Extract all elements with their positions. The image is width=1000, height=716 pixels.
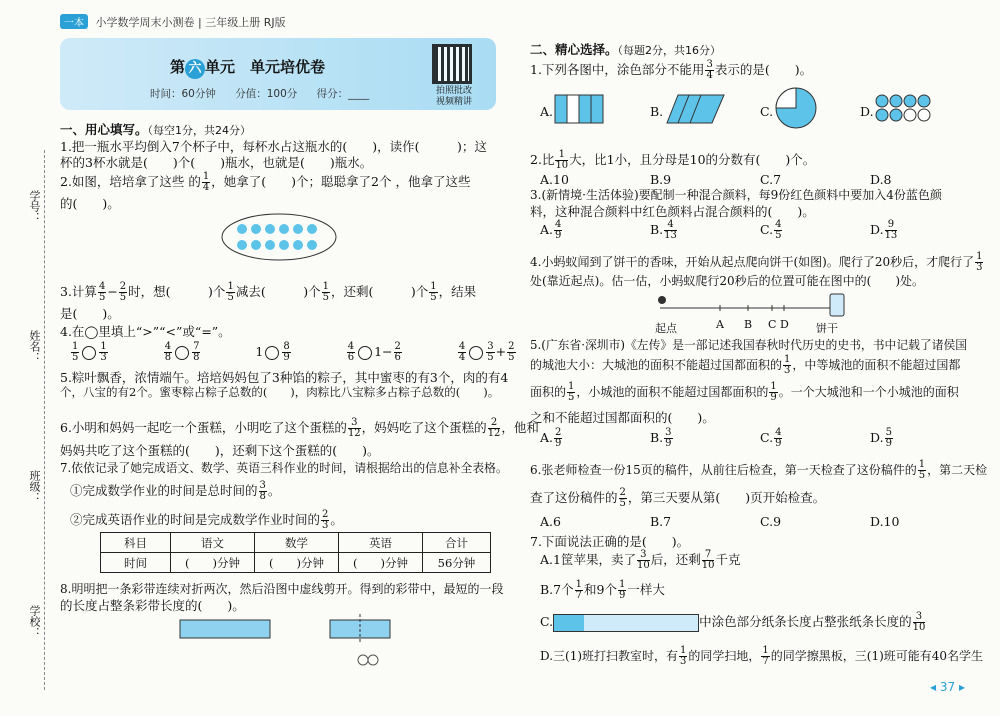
score-label: 分值：100分 xyxy=(235,88,298,100)
option-b[interactable]: B. $\frac{4}{13}$ xyxy=(650,219,677,241)
option-d-shape xyxy=(874,94,944,124)
option-d[interactable]: D. xyxy=(860,104,874,119)
option-b[interactable]: B.7 xyxy=(650,514,672,529)
q7-title: 7.依依记录了她完成语文、数学、英语三科作业的时间，请根据给出的信息补全表格。 xyxy=(60,461,508,475)
mc-q2: 2.比 $\frac{1}{10}$ 大，比1小，且分母是10的分数有( )个。 xyxy=(530,149,816,171)
mc-q5-line-d: 之和不能超过国都面积的( )。 xyxy=(530,410,715,425)
q7-hint-2: ②完成英语作业的时间是完成数学作业时间的 $\frac{2}{3}$ 。 xyxy=(70,509,343,531)
q5-line-b: 个，八宝的有2个。蜜枣粽占粽子总数的( )，肉粽比八宝粽多占粽子总数的( )。 xyxy=(60,385,500,399)
table-header: 语文 xyxy=(171,533,255,553)
table-header: 科目 xyxy=(101,533,171,553)
table-header: 数学 xyxy=(255,533,339,553)
option-c[interactable]: C.7 xyxy=(760,172,782,187)
section-2-title: 二、精心选择。（每题2分，共16分） xyxy=(530,42,722,57)
table-cell: ( )分钟 xyxy=(255,553,339,573)
ruler-figure xyxy=(553,614,699,632)
got-label: 得分：____ xyxy=(316,88,370,100)
option-a-shape xyxy=(554,94,604,124)
start-label: 起点 xyxy=(655,322,677,335)
unit-number: 六 xyxy=(185,59,205,79)
q2-line-a: 2.如图，培培拿了这些 的 $\frac{1}{4}$ ，她拿了( )个；聪聪拿了2个 ，他拿了这些 xyxy=(60,171,471,193)
mc-q6-line-a: 6.张老师检查一份15页的稿件，从前往后检查，第一天检查了这份稿件的 $\frac{1}{5}$ ，第二天检 xyxy=(530,459,988,481)
mc-q7-title: 7.下面说法正确的是( )。 xyxy=(530,534,690,549)
qr-caption: 拍照批改 视频精讲 xyxy=(435,86,472,107)
q4-items: $\frac{1}{5}$ $\frac{1}{3}$ $\frac{4}{8}$ $\frac{7}{8}$ 1 $\frac{8}{9}$ $\frac{4}{6}$ 1− $\frac{2}{6}$ $\frac{4}{4}$ $\frac{3}{5}$ + $\frac{2}{5}$ xyxy=(72,341,515,363)
q1-line-a: 1.把一瓶水平均倒入7个杯子中，每杯水占这瓶水的( )，读作( )；这 xyxy=(60,139,487,154)
q5-line-a: 5.粽叶飘香，浓情端午。培培妈妈包了3种馅的粽子，其中蜜枣的有3个，肉的有4 xyxy=(60,370,509,385)
mc-q7-option-b[interactable]: B.7个 $\frac{1}{7}$ 和9个 $\frac{1}{9}$ 一样大 xyxy=(540,579,665,601)
qr-code-icon xyxy=(432,44,472,84)
option-c[interactable]: C.9 xyxy=(760,514,782,529)
option-b[interactable]: B. xyxy=(650,104,664,119)
q4-title: 4.在◯里填上“>”“<”或“=”。 xyxy=(60,324,231,339)
table-cell: 56分钟 xyxy=(423,553,491,573)
mc-q3-options xyxy=(540,216,970,242)
pears-figure xyxy=(220,212,338,262)
option-a[interactable]: A. xyxy=(540,104,554,119)
mc-q5-line-b: 的城池大小：大城池的面积不能超过国都面积的 $\frac{1}{3}$ ，中等城池的面积不能超过国都 xyxy=(530,354,961,376)
mc-q3-line-a: 3.(新情境·生活体验)要配制一种混合颜料，每9份红色颜料中要加入4份蓝色颜 xyxy=(530,188,942,202)
point-c: C xyxy=(768,318,777,331)
unit-title: 第 六 单元 单元培优卷 xyxy=(170,56,325,79)
mc-q5-line-c: 面积的 $\frac{1}{5}$ ，小城池的面积不能超过国都面积的 $\frac{1}{9}$ 。一个大城池和一个小城池的面积 xyxy=(530,381,959,403)
table-cell: ( )分钟 xyxy=(339,553,423,573)
q7-hint-1: ①完成数学作业的时间是总时间的 $\frac{3}{8}$ 。 xyxy=(70,480,281,502)
page-header xyxy=(60,14,286,30)
school-label: 学校： xyxy=(28,605,41,638)
class-label: 班级： xyxy=(28,470,41,503)
option-b-shape xyxy=(666,94,726,124)
option-a[interactable]: A.6 xyxy=(540,514,561,529)
section-1-title: 一、用心填写。（每空1分，共24分） xyxy=(60,122,252,137)
binding-line xyxy=(44,150,45,690)
mc-q7-option-d[interactable]: D.三(1)班打扫教室时，有 $\frac{1}{3}$ 的同学扫地， $\frac{1}{7}$ 的同学擦黑板，三(1)班可能有40名学生 xyxy=(540,645,984,667)
point-a: A xyxy=(716,318,724,331)
mc-q7-option-c[interactable]: C. 中涂色部分纸条长度占整张纸条长度的 $\frac{3}{10}$ xyxy=(540,611,926,633)
option-b[interactable]: B. $\frac{3}{9}$ xyxy=(650,427,672,449)
q3-line: 3.计算 $\frac{4}{5}$ − $\frac{2}{5}$ 时，想( )个 $\frac{1}{5}$ 减去( )个 $\frac{1}{5}$ ，还剩( )个 $\frac{1}{5}$ ，结果 xyxy=(60,281,477,303)
mc-q6-options xyxy=(540,514,970,530)
option-a[interactable]: A. $\frac{2}{9}$ xyxy=(540,427,562,449)
q8-line-b: 的长度占整条彩带长度的( )。 xyxy=(60,598,245,613)
mc-q5-options xyxy=(540,424,970,450)
option-c-shape xyxy=(774,86,818,130)
homework-time-table xyxy=(100,532,491,573)
mc-q3-line-b: 料，这种混合颜料中红色颜料占混合颜料的( )。 xyxy=(530,204,815,219)
option-b[interactable]: B.9 xyxy=(650,172,672,187)
point-d: D xyxy=(780,318,789,331)
option-d[interactable]: D. $\frac{5}{9}$ xyxy=(870,427,892,449)
mc-q4-line-a: 4.小蚂蚁闻到了饼干的香味，开始从起点爬向饼干(如图)。爬行了20秒后，才爬行了 $\frac{1}{3}$ xyxy=(530,251,983,273)
name-label: 姓名： xyxy=(28,330,41,363)
table-header: 英语 xyxy=(339,533,423,553)
mc-q5-line-a: 5.(广东省·深圳市)《左传》是一部记述我国春秋时代历史的史书，书中记载了诸侯国 xyxy=(530,338,968,352)
mc-q6-line-b: 查了这份稿件的 $\frac{2}{5}$ ，第三天要从第( )页开始检查。 xyxy=(530,487,826,509)
option-d[interactable]: D. $\frac{9}{13}$ xyxy=(870,219,898,241)
q6-line-a: 6.小明和妈妈一起吃一个蛋糕，小明吃了这个蛋糕的 $\frac{3}{12}$ ，妈妈吃了这个蛋糕的 $\frac{2}{12}$ ，他和 xyxy=(60,417,539,439)
mc-q1: 1.下列各图中，涂色部分不能用 $\frac{3}{4}$ 表示的是( )。 xyxy=(530,59,813,81)
table-header: 合计 xyxy=(423,533,491,553)
mc-q4-line-b: 处(靠近起点)。估一估，小蚂蚁爬行20秒后的位置可能在图中的( )处。 xyxy=(530,274,924,288)
q3-result: 是( )。 xyxy=(60,306,120,321)
brand-logo: 一本 xyxy=(60,14,88,29)
option-c[interactable]: C. $\frac{4}{9}$ xyxy=(760,427,782,449)
option-a[interactable]: A.10 xyxy=(540,172,569,187)
page-number: ◂ 37 ▸ xyxy=(930,680,965,694)
option-d[interactable]: D.10 xyxy=(870,514,900,529)
student-id-label: 学号： xyxy=(28,190,41,223)
exam-info xyxy=(150,86,385,101)
point-b: B xyxy=(744,318,753,331)
time-label: 时间：60分钟 xyxy=(150,88,216,100)
mc-q7-option-a[interactable]: A.1筐苹果，卖了 $\frac{3}{10}$ 后，还剩 $\frac{7}{10}$ 千克 xyxy=(540,549,741,571)
option-c[interactable]: C. $\frac{4}{5}$ xyxy=(760,219,782,241)
q1-line-b: 杯的3杯水就是( )个( )瓶水，也就是( )瓶水。 xyxy=(60,155,373,170)
cookie-label: 饼干 xyxy=(816,322,838,335)
option-a[interactable]: A. $\frac{4}{9}$ xyxy=(540,219,562,241)
header-title: 小学数学周末小测卷 | 三年级上册 RJ版 xyxy=(95,16,286,29)
mc-q1-options xyxy=(540,94,970,134)
option-c[interactable]: C. xyxy=(760,104,774,119)
table-cell: ( )分钟 xyxy=(171,553,255,573)
q6-line-b: 妈妈共吃了这个蛋糕的( )，还剩下这个蛋糕的( )。 xyxy=(60,443,380,458)
q8-line-a: 8.明明把一条彩带连续对折两次，然后沿图中虚线剪开。得到的彩带中，最短的一段 xyxy=(60,582,504,596)
option-d[interactable]: D.8 xyxy=(870,172,892,187)
ribbon-figure xyxy=(178,614,398,674)
table-cell: 时间 xyxy=(101,553,171,573)
q2-line-c: 的( )。 xyxy=(60,196,120,211)
